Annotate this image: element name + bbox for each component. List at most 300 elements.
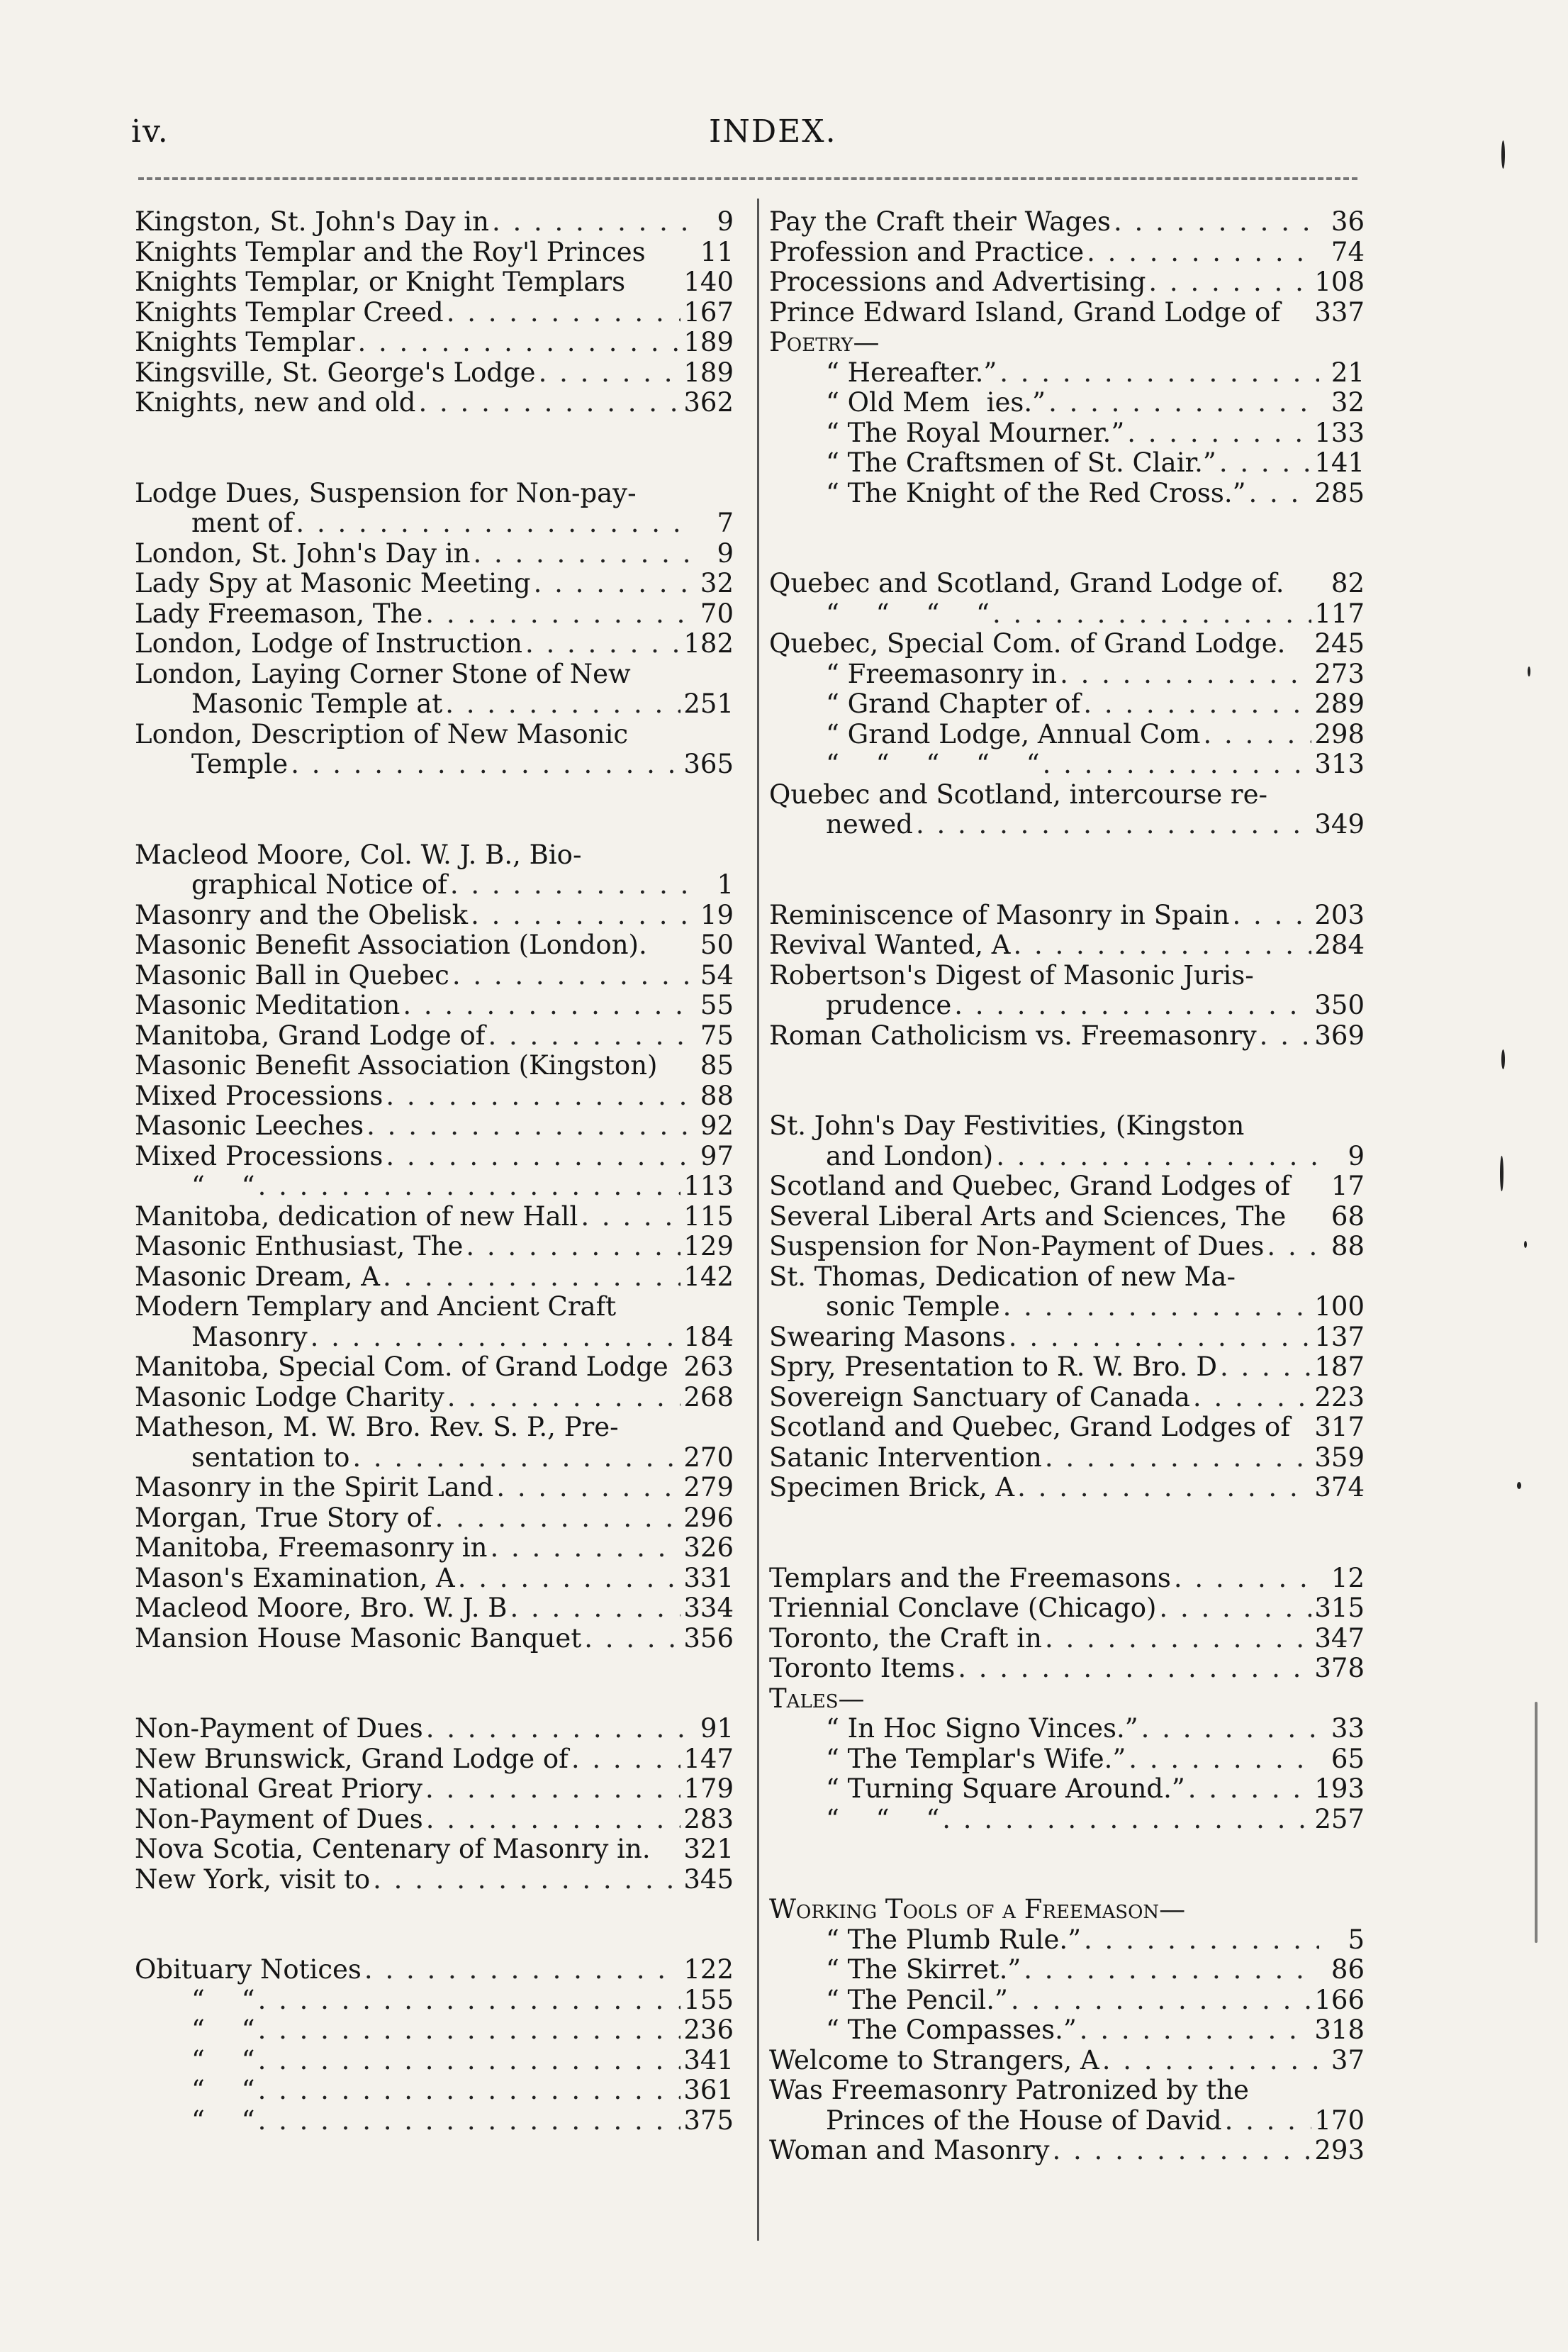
entry-page-number: 263 <box>683 1351 734 1382</box>
index-entry <box>135 629 734 659</box>
entry-text: Masonic Enthusiast, The <box>135 1231 464 1261</box>
index-group <box>769 901 1365 1052</box>
index-entry <box>135 749 734 780</box>
leader-dots <box>447 1383 681 1413</box>
index-entry <box>769 1142 1365 1172</box>
leader-dots <box>1174 1564 1319 1594</box>
index-entry <box>135 840 734 871</box>
leader-dots <box>992 599 1311 630</box>
index-entry <box>769 1684 1365 1715</box>
entry-text: Manitoba, Freemasonry in <box>135 1532 488 1563</box>
entry-page-number: 170 <box>1314 2105 1365 2136</box>
leader-dots <box>1045 1624 1311 1654</box>
index-entry <box>135 720 734 750</box>
entry-page-number: 32 <box>700 568 734 598</box>
leader-dots <box>954 991 1311 1021</box>
leader-dots <box>452 961 688 991</box>
entry-page-number: 189 <box>683 327 734 357</box>
entry-page-number: 313 <box>1314 749 1365 779</box>
leader-dots <box>1219 448 1312 479</box>
index-entry <box>135 870 734 901</box>
entry-text: Knights Templar, or Knight Templars <box>135 267 626 297</box>
entry-page-number: 331 <box>683 1562 734 1593</box>
entry-page-number: 257 <box>1314 1803 1365 1834</box>
index-entry <box>135 1503 734 1534</box>
entry-text: Temple <box>191 749 289 779</box>
entry-page-number: 349 <box>1314 809 1365 840</box>
index-entry <box>135 1232 734 1262</box>
entry-text: Non-Payment of Dues <box>135 1713 423 1744</box>
entry-page-number: 97 <box>700 1140 734 1171</box>
entry-text: Mixed Processions <box>135 1140 383 1171</box>
leader-dots <box>1225 2106 1312 2136</box>
leader-dots <box>1232 901 1311 931</box>
leader-dots <box>358 328 681 358</box>
entry-text: Lady Freemason, The <box>135 598 423 629</box>
entry-text: “ “ “ “ “ <box>826 749 1040 779</box>
entry-page-number: 296 <box>683 1502 734 1533</box>
index-entry <box>135 539 734 569</box>
entry-text: Manitoba, Grand Lodge of <box>135 1020 486 1051</box>
index-entry <box>769 1624 1365 1654</box>
entry-text: Pay the Craft their Wages <box>769 206 1111 237</box>
index-entry <box>769 1202 1365 1232</box>
entry-page-number: 193 <box>1314 1773 1365 1804</box>
index-entry <box>135 1292 734 1322</box>
index-entry <box>135 930 734 961</box>
index-entry <box>135 207 734 238</box>
index-group <box>769 1564 1365 1835</box>
index-entry <box>135 1805 734 1835</box>
entry-text: Revival Wanted, A <box>769 930 1011 960</box>
index-entry <box>769 418 1365 449</box>
entry-text: Knights Templar Creed <box>135 296 444 328</box>
leader-dots <box>1011 1985 1312 2016</box>
index-entry <box>135 479 734 509</box>
entry-text: Quebec and Scotland, Grand Lodge of. <box>769 568 1284 598</box>
index-entry <box>135 1051 734 1081</box>
index-entry <box>135 1081 734 1112</box>
index-entry <box>135 1714 734 1744</box>
scan-speck <box>1535 1702 1538 1943</box>
leader-dots <box>258 2075 681 2106</box>
leader-dots <box>490 1533 681 1564</box>
entry-text: Profession and Practice <box>769 236 1085 267</box>
index-entry <box>769 1232 1365 1262</box>
entry-text: Was Freemasonry Patronized by the <box>769 2075 1249 2105</box>
index-entry <box>769 1744 1365 1775</box>
leader-dots <box>1017 1473 1311 1503</box>
index-entry <box>769 1925 1365 1956</box>
group-gap <box>135 780 734 840</box>
entry-text: “ The Knight of the Red Cross.” <box>826 477 1246 508</box>
entry-page-number: 12 <box>1331 1562 1365 1593</box>
entry-page-number: 251 <box>683 689 734 719</box>
index-entry <box>135 267 734 298</box>
index-entry <box>769 991 1365 1021</box>
index-entry <box>135 1473 734 1503</box>
index-entry <box>769 479 1365 509</box>
entry-page-number: 350 <box>1314 990 1365 1020</box>
index-entry <box>135 659 734 690</box>
entry-text: London, St. John's Day in <box>135 537 471 569</box>
entry-text: Lodge Dues, Suspension for Non-pay- <box>135 477 637 508</box>
entry-text: Masonic Temple at <box>191 689 443 719</box>
entry-text: Modern Templary and Ancient Craft <box>135 1291 617 1322</box>
index-entry <box>135 1262 734 1293</box>
leader-dots <box>373 1865 681 1895</box>
entry-page-number: 375 <box>683 2105 734 2136</box>
page-title: INDEX. <box>709 113 837 150</box>
index-entry <box>135 508 734 539</box>
index-entry <box>769 1805 1365 1835</box>
entry-text: Tales— <box>769 1683 865 1714</box>
index-entry <box>769 1021 1365 1052</box>
entry-text: Scotland and Quebec, Grand Lodges of <box>769 1171 1291 1201</box>
leader-dots <box>258 2015 681 2046</box>
entry-text: Nova Scotia, Centenary of Masonry in. <box>135 1834 651 1864</box>
entry-text: Swearing Masons <box>769 1321 1006 1352</box>
leader-dots <box>1188 1774 1312 1805</box>
leader-dots <box>458 1564 681 1594</box>
entry-text: Masonry and the Obelisk <box>135 899 469 930</box>
entry-text: graphical Notice of <box>191 869 447 900</box>
entry-text: Suspension for Non-Payment of Dues <box>769 1231 1265 1261</box>
leader-dots <box>1114 207 1319 238</box>
entry-text: “ The Compasses.” <box>826 2014 1077 2045</box>
entry-page-number: 147 <box>683 1743 734 1774</box>
entry-text: “ “ “ <box>826 1803 940 1834</box>
index-entry <box>769 599 1365 630</box>
leader-dots <box>466 1232 681 1262</box>
entry-text: Lady Spy at Masonic Meeting <box>135 568 531 598</box>
entry-page-number: 378 <box>1314 1653 1365 1683</box>
index-entry <box>135 1322 734 1353</box>
entry-text: “ “ <box>191 1171 255 1201</box>
index-entry <box>135 961 734 991</box>
index-entry <box>135 1443 734 1473</box>
entry-page-number: 85 <box>700 1050 734 1081</box>
index-entry <box>135 328 734 358</box>
index-entry <box>769 749 1365 780</box>
entry-page-number: 359 <box>1314 1442 1365 1473</box>
leader-dots <box>447 298 681 328</box>
index-entry <box>135 2015 734 2046</box>
entry-text: Obituary Notices <box>135 1954 362 1985</box>
entry-page-number: 37 <box>1331 2044 1365 2075</box>
scan-speck <box>1500 1156 1503 1191</box>
entry-page-number: 140 <box>683 267 734 297</box>
index-entry <box>135 569 734 599</box>
index-entry <box>769 1985 1365 2016</box>
entry-text: Quebec and Scotland, intercourse re- <box>769 779 1267 810</box>
entry-text: and London) <box>826 1140 994 1171</box>
leader-dots <box>1193 1383 1311 1413</box>
entry-page-number: 361 <box>683 2075 734 2105</box>
entry-page-number: 179 <box>683 1773 734 1804</box>
index-entry <box>769 328 1365 358</box>
entry-page-number: 374 <box>1314 1472 1365 1503</box>
entry-page-number: 345 <box>683 1863 734 1895</box>
entry-text: Working Tools of a Freemason— <box>769 1894 1186 1924</box>
entry-page-number: 137 <box>1314 1321 1365 1352</box>
entry-text: Masonry in the Spirit Land <box>135 1472 494 1503</box>
leader-dots <box>1084 1925 1319 1956</box>
entry-page-number: 133 <box>1314 417 1365 448</box>
entry-page-number: 223 <box>1314 1381 1365 1412</box>
index-entry <box>135 1744 734 1775</box>
entry-text: Masonic Meditation <box>135 990 401 1020</box>
index-entry <box>769 1774 1365 1805</box>
leader-dots <box>386 1081 688 1112</box>
index-entry <box>769 2136 1365 2166</box>
entry-text: Several Liberal Arts and Sciences, The <box>769 1200 1287 1232</box>
leader-dots <box>534 569 688 599</box>
leader-dots <box>510 1593 681 1624</box>
index-entry <box>769 388 1365 418</box>
group-gap <box>769 840 1365 901</box>
scan-speck <box>1528 667 1530 676</box>
group-gap <box>135 1895 734 1955</box>
leader-dots <box>450 870 688 901</box>
entry-text: Quebec, Special Com. of Grand Lodge. <box>769 628 1286 659</box>
leader-dots <box>584 1624 681 1654</box>
header-rule <box>138 177 1357 180</box>
entry-text: Knights Templar <box>135 327 355 357</box>
leader-dots <box>1141 1714 1319 1744</box>
leader-dots <box>445 689 681 720</box>
entry-text: Welcome to Strangers, A <box>769 2044 1099 2075</box>
index-entry <box>769 1714 1365 1744</box>
leader-dots <box>999 358 1319 389</box>
entry-text: Manitoba, dedication of new Hall <box>135 1200 578 1232</box>
entry-page-number: 155 <box>683 1984 734 2015</box>
entry-text: “ Turning Square Around.” <box>826 1773 1185 1804</box>
entry-page-number: 298 <box>1314 718 1365 749</box>
entry-page-number: 17 <box>1331 1171 1365 1201</box>
entry-text: Robertson's Digest of Masonic Juris- <box>769 959 1254 991</box>
leader-dots <box>1060 659 1311 690</box>
entry-page-number: 11 <box>700 236 734 267</box>
entry-page-number: 334 <box>683 1593 734 1623</box>
leader-dots <box>1249 479 1312 509</box>
entry-text: “ In Hoc Signo Vinces.” <box>826 1713 1138 1744</box>
entry-page-number: 113 <box>683 1171 734 1201</box>
index-group <box>769 1895 1365 2166</box>
entry-text: Mansion House Masonic Banquet <box>135 1622 582 1654</box>
index-entry <box>769 629 1365 659</box>
index-entry <box>769 1292 1365 1322</box>
entry-page-number: 184 <box>683 1321 734 1352</box>
leader-dots <box>403 991 688 1021</box>
index-entry <box>135 388 734 418</box>
entry-page-number: 182 <box>683 628 734 659</box>
group-gap <box>769 1834 1365 1895</box>
entry-page-number: 92 <box>700 1110 734 1141</box>
entry-text: “ The Pencil.” <box>826 1984 1008 2015</box>
index-entry <box>135 991 734 1021</box>
entry-page-number: 91 <box>700 1713 734 1744</box>
entry-page-number: 293 <box>1314 2135 1365 2166</box>
index-entry <box>769 1895 1365 1925</box>
index-entry <box>135 1383 734 1413</box>
index-entry <box>135 1171 734 1202</box>
index-entry <box>769 1352 1365 1383</box>
index-entry <box>135 1111 734 1142</box>
index-entry <box>769 2106 1365 2136</box>
entry-page-number: 245 <box>1314 628 1365 659</box>
leader-dots <box>525 629 681 659</box>
entry-text: Prince Edward Island, Grand Lodge of <box>769 296 1281 328</box>
entry-page-number: 129 <box>683 1231 734 1261</box>
index-entry <box>769 689 1365 720</box>
entry-page-number: 369 <box>1314 1020 1365 1051</box>
index-group <box>135 840 734 1654</box>
entry-page-number: 21 <box>1331 357 1365 388</box>
index-entry <box>769 1654 1365 1684</box>
leader-dots <box>425 1774 681 1805</box>
entry-text: “ The Plumb Rule.” <box>826 1924 1082 1955</box>
index-entry <box>135 901 734 931</box>
entry-text: “ Hereafter.” <box>826 357 997 388</box>
leader-dots <box>496 1473 681 1503</box>
entry-page-number: 279 <box>683 1472 734 1503</box>
entry-page-number: 337 <box>1314 296 1365 328</box>
entry-page-number: 166 <box>1314 1984 1365 2015</box>
entry-text: Spry, Presentation to R. W. Bro. D <box>769 1351 1217 1382</box>
entry-page-number: 50 <box>700 930 734 960</box>
index-entry <box>769 1111 1365 1142</box>
index-entry <box>769 358 1365 389</box>
leader-dots <box>258 2106 681 2136</box>
leader-dots <box>1080 2015 1312 2046</box>
leader-dots <box>364 1955 681 1985</box>
entry-page-number: 285 <box>1314 477 1365 508</box>
entry-text: “ “ “ “ <box>826 598 990 629</box>
leader-dots <box>258 1171 681 1202</box>
entry-text: Woman and Masonry <box>769 2135 1050 2166</box>
leader-dots <box>1024 1955 1319 1985</box>
entry-page-number: 9 <box>1348 1140 1365 1171</box>
index-entry <box>769 1412 1365 1443</box>
entry-page-number: 283 <box>683 1803 734 1834</box>
index-entry <box>769 448 1365 479</box>
entry-text: Triennial Conclave (Chicago) <box>769 1593 1157 1623</box>
entry-text: Scotland and Quebec, Grand Lodges of <box>769 1412 1291 1442</box>
entry-page-number: 9 <box>717 537 734 569</box>
entry-page-number: 108 <box>1314 267 1365 297</box>
index-entry <box>135 1865 734 1895</box>
index-entry <box>135 1352 734 1383</box>
leader-dots <box>571 1744 681 1775</box>
index-entry <box>135 1774 734 1805</box>
index-entry <box>135 1564 734 1594</box>
entry-text: St. John's Day Festivities, (Kingston <box>769 1110 1245 1141</box>
index-entry <box>135 298 734 328</box>
index-entry <box>135 1412 734 1443</box>
entry-page-number: 55 <box>700 990 734 1020</box>
entry-page-number: 187 <box>1314 1351 1365 1382</box>
entry-text: New Brunswick, Grand Lodge of <box>135 1743 569 1774</box>
index-group <box>135 207 734 418</box>
leader-dots <box>383 1262 681 1293</box>
index-entry <box>135 1624 734 1654</box>
entry-page-number: 362 <box>683 387 734 418</box>
index-entry <box>769 901 1365 931</box>
entry-text: Roman Catholicism vs. Freemasonry <box>769 1020 1257 1051</box>
group-gap <box>135 1654 734 1714</box>
entry-text: Matheson, M. W. Bro. Rev. S. P., Pre- <box>135 1412 619 1442</box>
entry-page-number: 54 <box>700 959 734 991</box>
leader-dots <box>581 1202 681 1232</box>
entry-page-number: 270 <box>683 1442 734 1473</box>
entry-page-number: 86 <box>1331 1954 1365 1985</box>
leader-dots <box>419 388 681 418</box>
entry-page-number: 273 <box>1314 658 1365 689</box>
entry-page-number: 68 <box>1331 1200 1365 1232</box>
entry-text: “ Grand Chapter of <box>826 689 1081 719</box>
scan-speck <box>1501 140 1505 169</box>
index-entry <box>135 2046 734 2076</box>
index-entry <box>769 2075 1365 2106</box>
leader-dots <box>310 1322 681 1353</box>
entry-page-number: 70 <box>700 598 734 629</box>
index-entry <box>135 2106 734 2136</box>
entry-page-number: 318 <box>1314 2014 1365 2045</box>
entry-page-number: 317 <box>1314 1412 1365 1442</box>
leader-dots <box>426 1805 681 1835</box>
entry-page-number: 5 <box>1348 1924 1365 1955</box>
leader-dots <box>1043 749 1312 780</box>
index-entry <box>769 1383 1365 1413</box>
leader-dots <box>958 1654 1311 1684</box>
index-entry <box>769 1593 1365 1624</box>
entry-page-number: 19 <box>700 899 734 930</box>
leader-dots <box>471 901 688 931</box>
leader-dots <box>1220 1352 1311 1383</box>
index-entry <box>769 930 1365 961</box>
leader-dots <box>258 2046 681 2076</box>
leader-dots <box>1003 1292 1312 1322</box>
entry-text: Masonic Lodge Charity <box>135 1381 444 1412</box>
leader-dots <box>1045 1443 1312 1473</box>
entry-page-number: 268 <box>683 1381 734 1412</box>
index-entry <box>769 1473 1365 1503</box>
leader-dots <box>492 207 688 238</box>
index-entry <box>135 599 734 630</box>
leader-dots <box>539 358 681 389</box>
leader-dots <box>1129 1744 1319 1775</box>
right-column <box>769 207 1365 2166</box>
index-entry <box>135 1202 734 1232</box>
entry-page-number: 203 <box>1314 899 1365 930</box>
entry-page-number: 100 <box>1314 1291 1365 1322</box>
entry-page-number: 88 <box>1331 1231 1365 1261</box>
entry-text: Kingston, St. John's Day in <box>135 206 489 237</box>
index-entry <box>769 2046 1365 2076</box>
leader-dots <box>296 508 688 539</box>
entry-page-number: 88 <box>700 1080 734 1111</box>
entry-text: Masonic Benefit Association (Kingston) <box>135 1050 658 1081</box>
index-entry <box>135 1593 734 1624</box>
entry-text: “ Grand Lodge, Annual Com <box>826 718 1201 749</box>
entry-text: Masonic Dream, A <box>135 1261 380 1292</box>
index-entry <box>135 238 734 268</box>
entry-text: “ “ <box>191 1984 255 2015</box>
entry-text: “ Freemasonry in <box>826 658 1058 689</box>
index-entry <box>769 961 1365 991</box>
entry-text: Satanic Intervention <box>769 1442 1042 1473</box>
